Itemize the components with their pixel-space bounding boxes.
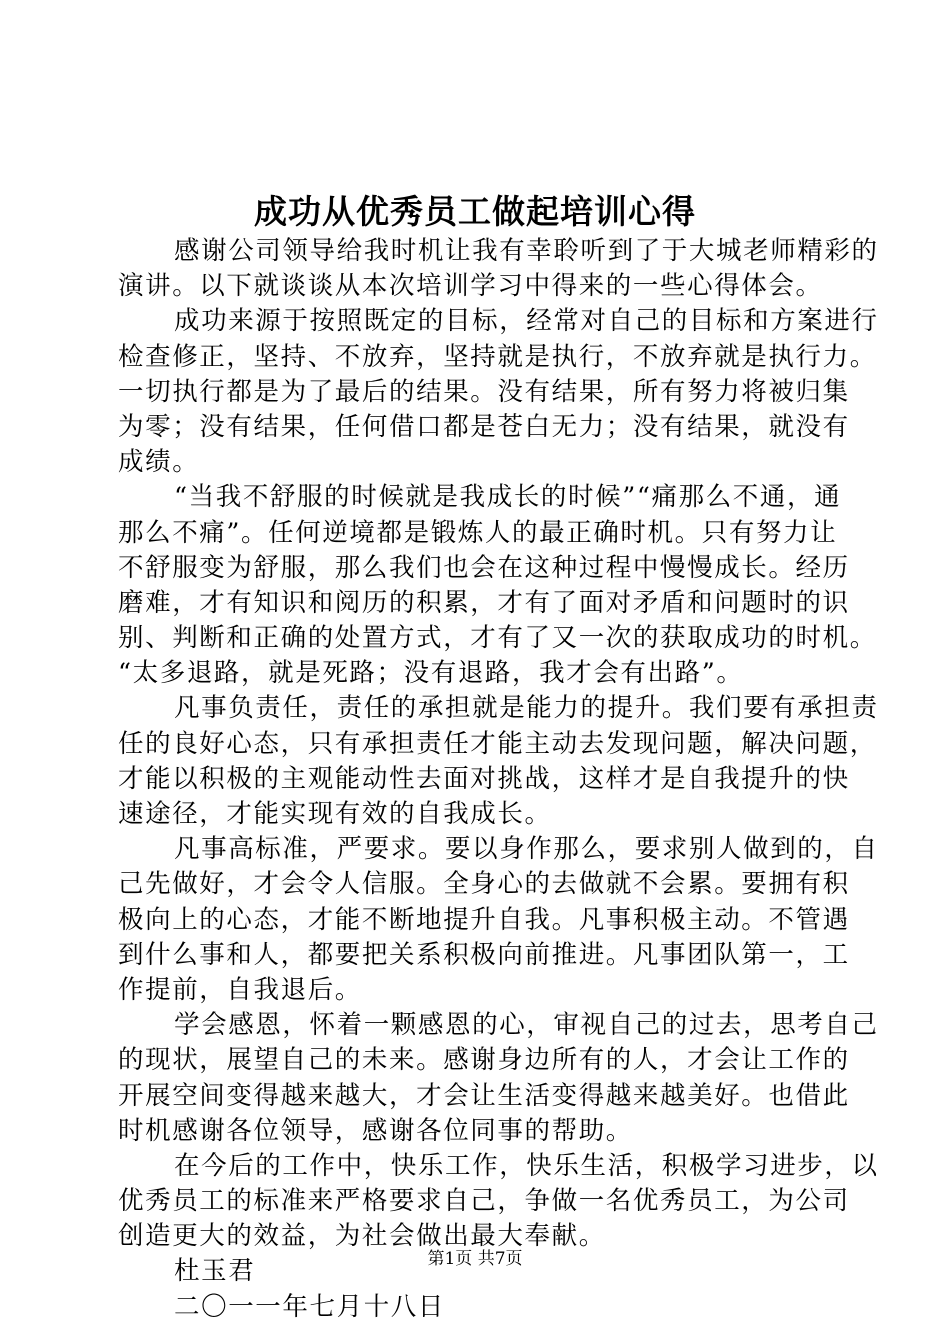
- text-line: 开展空间变得越来越大，才会让生活变得越来越美好。也借此: [118, 1080, 850, 1111]
- text-line: 感谢公司领导给我时机让我有幸聆听到了于大城老师精彩的: [174, 236, 879, 266]
- text-line: 那么不痛”。任何逆境都是锻炼人的最正确时机。只有努力让: [118, 517, 838, 548]
- paragraph: [118, 1149, 879, 1255]
- paragraph: [118, 832, 879, 1008]
- paragraph: [118, 480, 877, 691]
- text-line: 时机感谢各位领导，感谢各位同事的帮助。: [118, 1115, 633, 1146]
- page-footer: 第1页 共7页: [427, 1249, 523, 1269]
- text-line: 别、判断和正确的处置方式，才有了又一次的获取成功的时机。: [118, 623, 877, 654]
- text-line: 杜玉君: [174, 1256, 256, 1287]
- paragraph: [118, 1008, 879, 1149]
- text-line: 才能以积极的主观能动性去面对挑战，这样才是自我提升的快: [118, 763, 850, 794]
- text-line: 凡事高标准，严要求。要以身作那么，要求别人做到的，自: [174, 834, 879, 865]
- text-line: 凡事负责任，责任的承担就是能力的提升。我们要有承担责: [174, 693, 879, 724]
- text-line: 二〇一一年七月十八日: [174, 1291, 446, 1322]
- text-line: 成绩。: [118, 447, 200, 478]
- text-line: 作提前，自我退后。: [118, 974, 362, 1005]
- text-line: 的现状，展望自己的未来。感谢身边所有的人，才会让工作的: [118, 1045, 850, 1076]
- text-line: 磨难，才有知识和阅历的积累，才有了面对矛盾和问题时的识: [118, 587, 850, 618]
- text-line: 速途径，才能实现有效的自我成长。: [118, 799, 552, 829]
- text-line: 成功来源于按照既定的目标，经常对自己的目标和方案进行: [174, 306, 879, 337]
- text-line: 创造更大的效益，为社会做出最大奉献。: [118, 1221, 606, 1252]
- paragraph: [118, 304, 879, 480]
- text-line: 极向上的心态，才能不断地提升自我。凡事积极主动。不管遇: [118, 904, 850, 935]
- text-line: 到什么事和人，都要把关系积极向前推进。凡事团队第一，工: [118, 939, 850, 970]
- document-title: 成功从优秀员工做起培训心得: [254, 192, 696, 231]
- text-line: 演讲。以下就谈谈从本次培训学习中得来的一些心得体会。: [118, 271, 823, 302]
- text-line: “当我不舒服的时候就是我成长的时候”“痛那么不通，通: [174, 482, 842, 513]
- text-line: 检查修正，坚持、不放弃，坚持就是执行，不放弃就是执行力。: [118, 341, 877, 372]
- text-line: 学会感恩，怀着一颗感恩的心，审视自己的过去，思考自己: [174, 1010, 879, 1041]
- text-line: 不舒服变为舒服，那么我们也会在这种过程中慢慢成长。经历: [118, 552, 850, 583]
- paragraph: [118, 691, 879, 832]
- document-body: [118, 234, 879, 1325]
- text-line: 任的良好心态，只有承担责任才能主动去发现问题，解决问题，: [118, 728, 877, 759]
- text-line: 己先做好，才会令人信服。全身心的去做就不会累。要拥有积: [118, 869, 850, 900]
- text-line: 为零；没有结果，任何借口都是苍白无力；没有结果，就没有: [118, 411, 850, 442]
- date: [118, 1290, 848, 1325]
- text-line: 优秀员工的标准来严格要求自己，争做一名优秀员工，为公司: [118, 1186, 850, 1217]
- paragraph: [118, 234, 879, 304]
- text-line: 一切执行都是为了最后的结果。没有结果，所有努力将被归集: [118, 376, 850, 407]
- text-line: “太多退路，就是死路；没有退路，我才会有出路”。: [118, 658, 744, 689]
- text-line: 在今后的工作中，快乐工作，快乐生活，积极学习进步，以: [174, 1150, 879, 1181]
